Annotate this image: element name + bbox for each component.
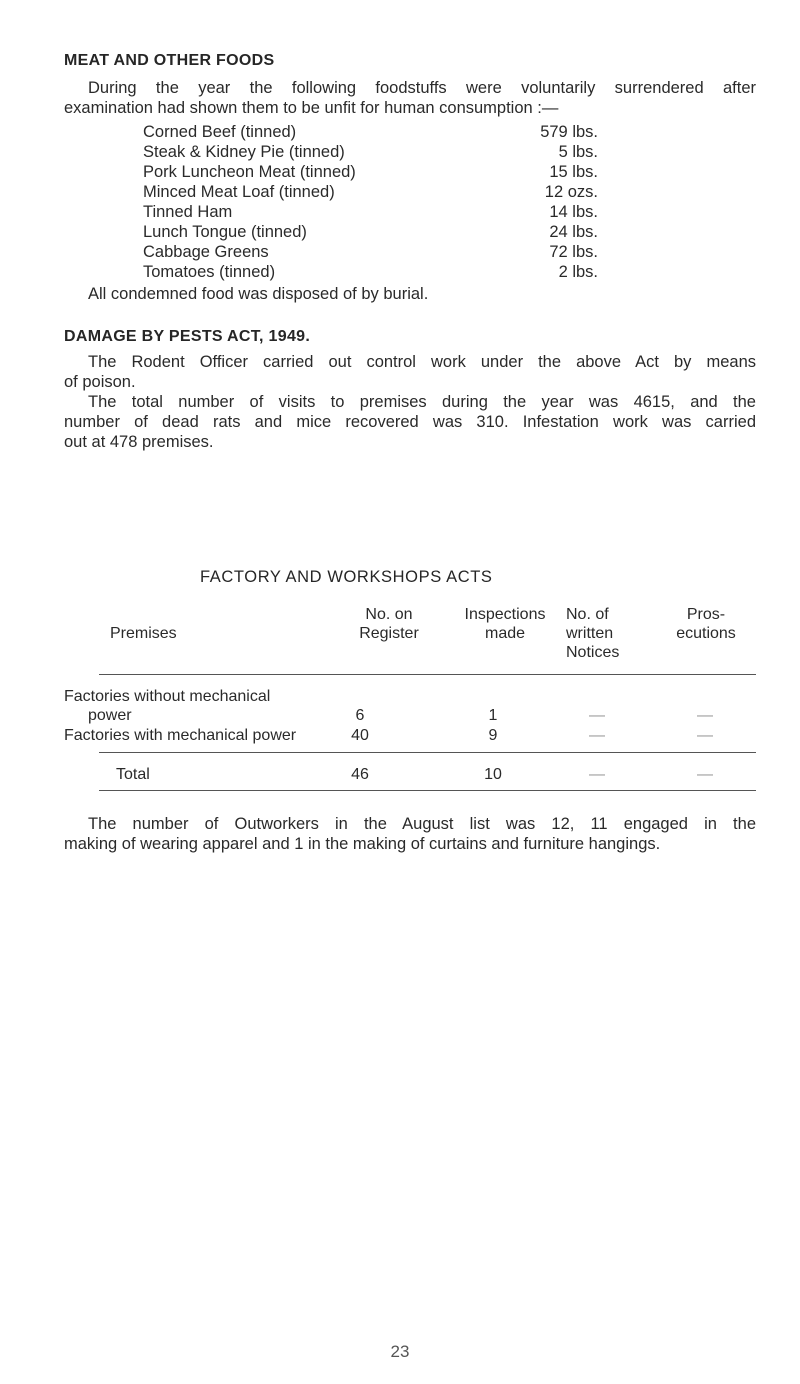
food-item-name: Tomatoes (tinned) <box>143 263 276 281</box>
total-notices: — <box>589 766 605 783</box>
col-header-inspections-2: made <box>484 625 526 642</box>
total-register: 46 <box>351 766 369 783</box>
row-prosecutions: — <box>697 727 713 744</box>
col-header-premises: Premises <box>110 625 177 642</box>
food-item-qty: 579 lbs. <box>540 123 598 141</box>
pests-para2-line2: number of dead rats and mice recovered was 310. Infestation work was carried <box>64 413 756 431</box>
row-register: 40 <box>351 727 369 744</box>
col-header-notices-3: Notices <box>566 644 620 661</box>
food-item-name: Lunch Tongue (tinned) <box>143 223 307 241</box>
outworkers-line2: making of wearing apparel and 1 in the making of curtains and furniture hangings. <box>64 835 661 853</box>
table-rule-middle <box>99 752 756 753</box>
row-premises: Factories with mechanical power <box>64 727 297 744</box>
row-premises-line2: power <box>88 707 132 724</box>
food-item-name: Pork Luncheon Meat (tinned) <box>143 163 356 181</box>
meat-heading: MEAT AND OTHER FOODS <box>64 52 275 69</box>
food-item-qty: 72 lbs. <box>549 243 598 261</box>
total-prosecutions: — <box>697 766 713 783</box>
col-header-notices-1: No. of <box>566 606 609 623</box>
col-header-prosecutions-2: ecutions <box>676 625 736 642</box>
col-header-inspections-1: Inspections <box>464 606 546 623</box>
table-rule-bottom <box>99 790 756 791</box>
total-label: Total <box>116 766 150 783</box>
row-notices: — <box>589 727 605 744</box>
food-item-name: Steak & Kidney Pie (tinned) <box>143 143 345 161</box>
food-item-name: Minced Meat Loaf (tinned) <box>143 183 335 201</box>
food-item-qty: 24 lbs. <box>549 223 598 241</box>
food-item-qty: 2 lbs. <box>558 263 598 281</box>
food-item-name: Tinned Ham <box>143 203 233 221</box>
col-header-register-1: No. on <box>365 606 413 623</box>
row-prosecutions: — <box>697 707 713 724</box>
food-item-name: Corned Beef (tinned) <box>143 123 297 141</box>
disposal-note: All condemned food was disposed of by burial. <box>88 285 429 303</box>
factory-heading: FACTORY AND WORKSHOPS ACTS <box>200 568 493 586</box>
meat-intro-line2: examination had shown them to be unfit for human consumption :— <box>64 99 559 117</box>
page-number: 23 <box>390 1342 410 1361</box>
food-item-qty: 15 lbs. <box>549 163 598 181</box>
meat-intro-line1: During the year the following foodstuffs were voluntarily surrendered after <box>88 79 756 97</box>
row-inspections: 9 <box>488 727 498 744</box>
col-header-notices-2: written <box>566 625 614 642</box>
row-register: 6 <box>355 707 365 724</box>
col-header-register-2: Register <box>359 625 419 642</box>
total-inspections: 10 <box>484 766 502 783</box>
food-item-qty: 5 lbs. <box>558 143 598 161</box>
pests-para1-line1: The Rodent Officer carried out control work under the above Act by means <box>88 353 756 371</box>
pests-para2-line3: out at 478 premises. <box>64 433 214 451</box>
col-header-prosecutions-1: Pros- <box>686 606 726 623</box>
food-item-qty: 14 lbs. <box>549 203 598 221</box>
food-item-qty: 12 ozs. <box>544 183 598 201</box>
pests-heading: DAMAGE BY PESTS ACT, 1949. <box>64 328 311 345</box>
food-item-name: Cabbage Greens <box>143 243 269 261</box>
table-rule-top <box>99 674 756 675</box>
row-notices: — <box>589 707 605 724</box>
pests-para1-line2: of poison. <box>64 373 136 391</box>
outworkers-line1: The number of Outworkers in the August list was 12, 11 engaged in the <box>88 815 756 833</box>
pests-para2-line1: The total number of visits to premises during the year was 4615, and the <box>88 393 756 411</box>
row-premises-line1: Factories without mechanical <box>64 688 271 705</box>
row-inspections: 1 <box>488 707 498 724</box>
